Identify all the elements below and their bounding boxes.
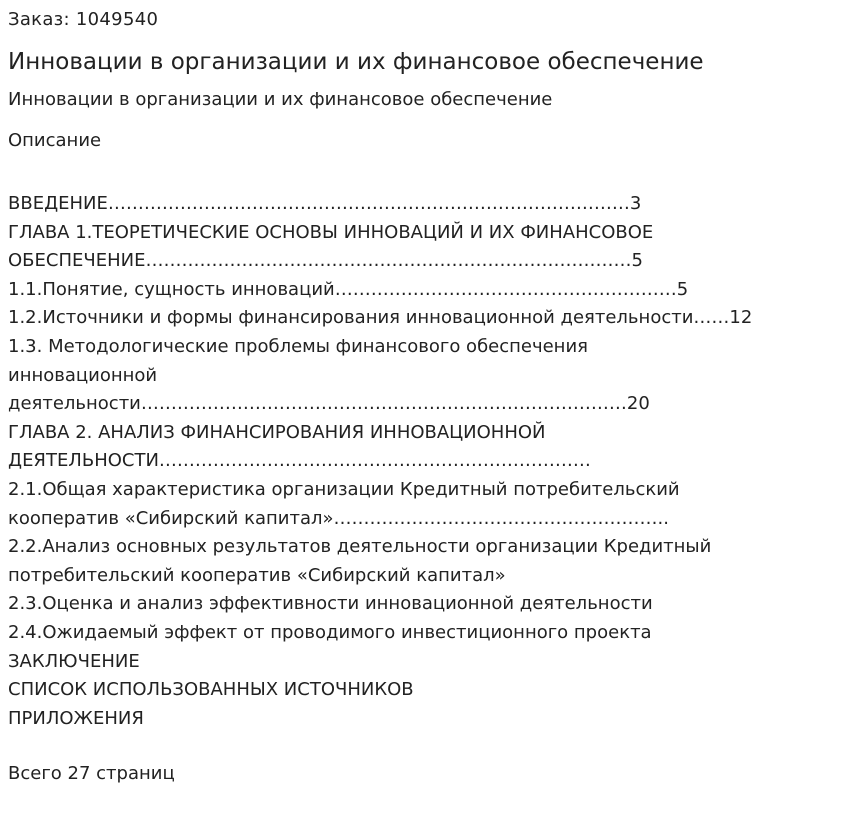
toc-line: 2.2.Анализ основных результатов деятельности организации Кредитный — [8, 536, 712, 558]
toc-line: инновационной — [8, 364, 158, 386]
toc-line: ЗАКЛЮЧЕНИЕ — [8, 650, 140, 672]
order-number: Заказ: 1049540 — [8, 9, 159, 30]
total-pages: Всего 27 страниц — [8, 763, 175, 784]
toc-line: потребительский кооператив «Сибирский капитал» — [8, 564, 506, 586]
toc-line: ДЕЯТЕЛЬНОСТИ……………………………………………………………… — [8, 450, 591, 472]
toc-line: ОБЕСПЕЧЕНИЕ………………………………………………………………………5 — [8, 250, 643, 272]
toc-line: 2.4.Ожидаемый эффект от проводимого инвестиционного проекта — [8, 621, 652, 643]
toc-line: ГЛАВА 2. АНАЛИЗ ФИНАНСИРОВАНИЯ ИННОВАЦИОННОЙ — [8, 421, 546, 443]
toc-line: 2.3.Оценка и анализ эффективности инновационной деятельности — [8, 593, 653, 615]
toc-line: СПИСОК ИСПОЛЬЗОВАННЫХ ИСТОЧНИКОВ — [8, 679, 414, 701]
toc-line: ПРИЛОЖЕНИЯ — [8, 707, 144, 729]
toc-line: 2.1.Общая характеристика организации Кредитный потребительский — [8, 478, 680, 500]
page-title: Инновации в организации и их финансовое обеспечение — [8, 49, 704, 75]
toc-line: 1.3. Методологические проблемы финансового обеспечения — [8, 335, 588, 357]
toc-line: ВВЕДЕНИЕ……………………………………………………………………………3 — [8, 193, 642, 214]
toc-line: кооператив «Сибирский капитал»……………………………………………….. — [8, 507, 669, 529]
description-heading: Описание — [8, 130, 102, 151]
toc-line: деятельности………………………………………………………………………20 — [8, 393, 650, 415]
toc-line: ГЛАВА 1.ТЕОРЕТИЧЕСКИЕ ОСНОВЫ ИННОВАЦИЙ И ИХ ФИНАНСОВОЕ — [8, 221, 654, 243]
toc-line: 1.2.Источники и формы финансирования инновационной деятельности……12 — [8, 307, 753, 329]
table-of-contents — [8, 190, 808, 733]
subtitle: Инновации в организации и их финансовое обеспечение — [8, 89, 553, 110]
toc-line: 1.1.Понятие, сущность инноваций…………………………………………………5 — [8, 278, 689, 300]
